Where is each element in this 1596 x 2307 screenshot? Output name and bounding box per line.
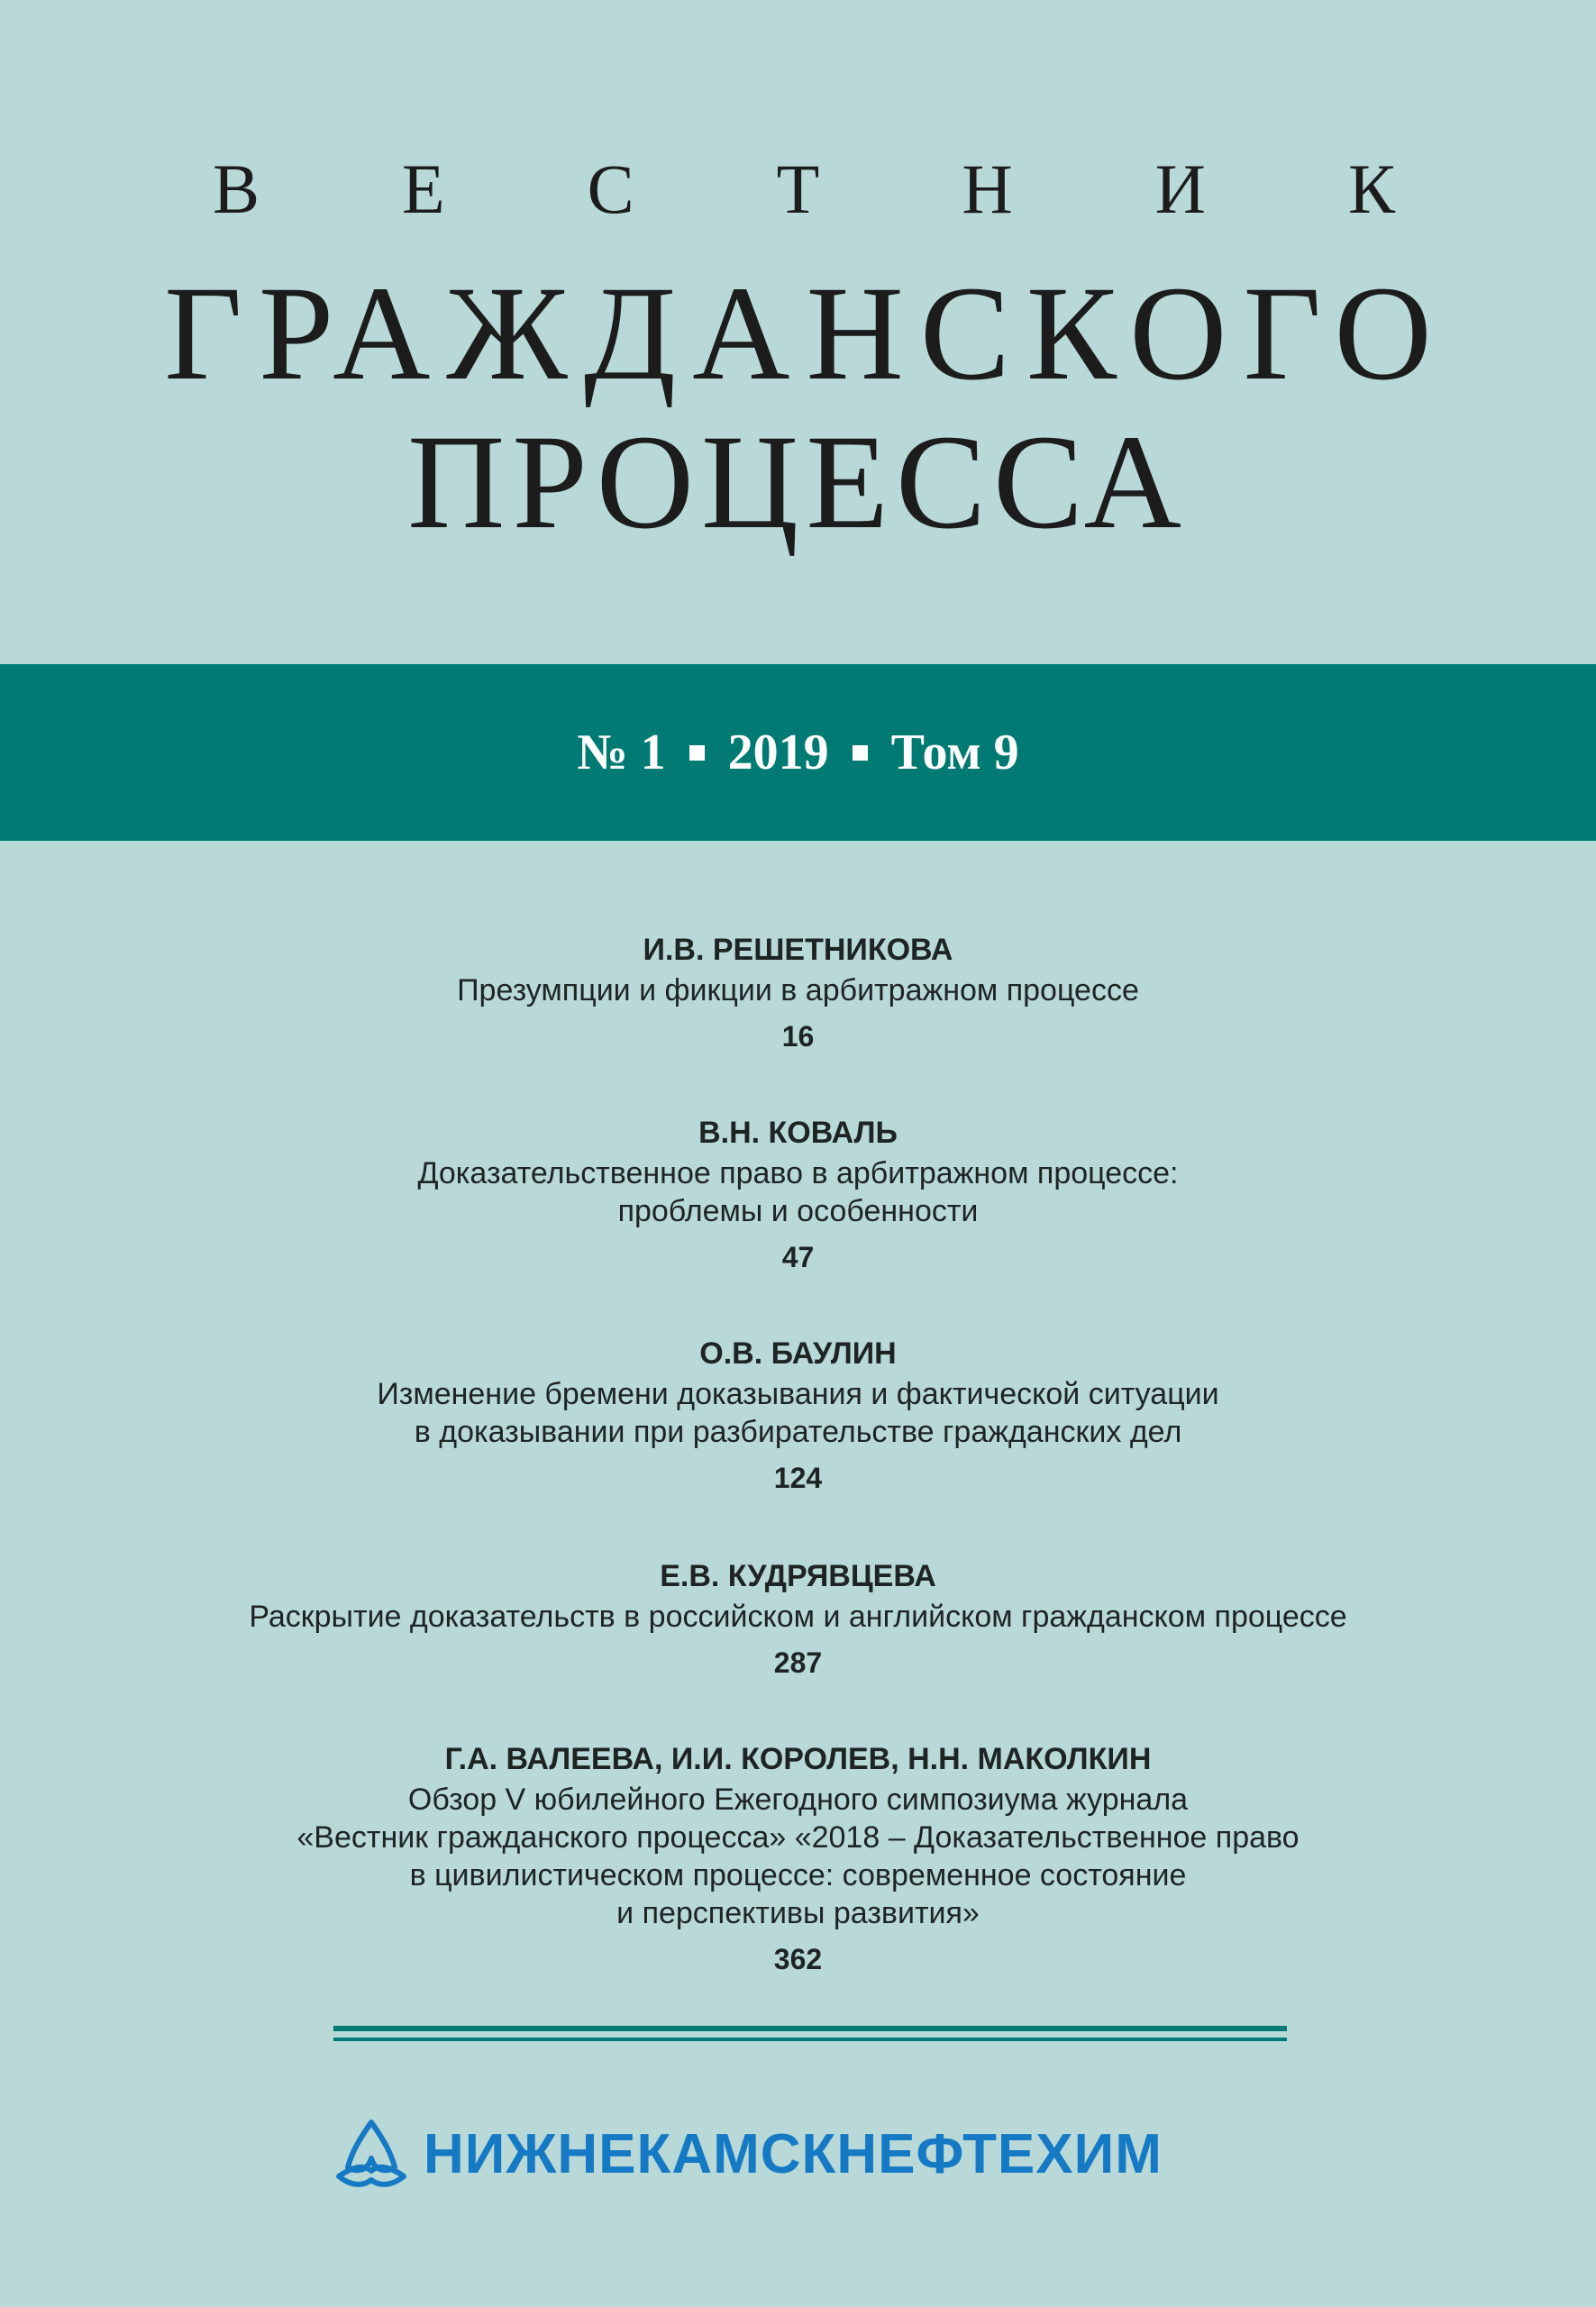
article-title-line: Обзор V юбилейного Ежегодного симпозиума журнала <box>407 1783 1189 1817</box>
issue-volume: Том 9 <box>890 725 1019 780</box>
article-author: В.Н. КОВАЛЬ <box>698 1116 898 1150</box>
masthead-letter: И <box>1154 150 1206 228</box>
article-page: 16 <box>781 1020 815 1053</box>
masthead-letter: К <box>1347 150 1395 228</box>
separator-square-icon <box>853 745 868 761</box>
toc-entry <box>0 1332 1596 1500</box>
toc-entry <box>0 1111 1596 1279</box>
article-author: И.В. РЕШЕТНИКОВА <box>643 933 953 967</box>
masthead-letter: Н <box>962 150 1013 228</box>
article-title-line: Изменение бремени доказывания и фактической ситуации <box>377 1377 1219 1411</box>
divider-rule <box>333 2038 1287 2041</box>
divider-rule <box>333 2026 1287 2031</box>
sponsor-name: НИЖНЕКАМСКНЕФТЕХИМ <box>424 2122 1163 2185</box>
masthead-letter: Т <box>776 150 820 228</box>
issue-year: 2019 <box>727 725 829 780</box>
sponsor-logo <box>332 2109 1287 2199</box>
issue-band <box>0 664 1596 841</box>
article-page: 362 <box>773 1943 823 1975</box>
article-title-line: «Вестник гражданского процесса» «2018 – Доказательственное право <box>296 1820 1300 1855</box>
issue-info <box>577 724 1018 781</box>
masthead-line-processa: ПРОЦЕССА <box>407 407 1189 557</box>
article-page: 287 <box>773 1646 823 1679</box>
toc-entry <box>0 1555 1596 1684</box>
article-author: Г.А. ВАЛЕЕВА, И.И. КОРОЛЕВ, Н.Н. МАКОЛКИН <box>444 1742 1152 1776</box>
triquetra-icon <box>332 2117 411 2191</box>
article-author: Е.В. КУДРЯВЦЕВА <box>660 1559 936 1593</box>
article-author: О.В. БАУЛИН <box>699 1336 897 1371</box>
article-title-line: Доказательственное право в арбитражном процессе: <box>417 1156 1179 1190</box>
toc-entry <box>0 928 1596 1058</box>
article-title-line: проблемы и особенности <box>617 1194 979 1228</box>
issue-number: № 1 <box>577 725 666 780</box>
masthead-letter: В <box>213 150 260 228</box>
masthead-letter: С <box>587 150 634 228</box>
article-page: 47 <box>781 1241 815 1273</box>
article-title-line: в цивилистическом процессе: современное состояние <box>409 1858 1187 1892</box>
article-title-line: и перспективы развития» <box>616 1896 980 1930</box>
article-page: 124 <box>773 1462 823 1494</box>
masthead-line-grazhdanskogo: ГРАЖДАНСКОГО <box>164 259 1448 408</box>
article-title-line: Раскрытие доказательств в российском и английском гражданском процессе <box>249 1600 1347 1634</box>
separator-square-icon <box>689 745 705 761</box>
toc-entry <box>0 1737 1596 1981</box>
article-title-line: в доказывании при разбирательстве гражданских дел <box>414 1415 1182 1449</box>
masthead-line-vestnik <box>213 150 1395 228</box>
masthead-letter: Е <box>402 150 445 228</box>
article-title-line: Презумпции и фикции в арбитражном процессе <box>457 973 1139 1008</box>
